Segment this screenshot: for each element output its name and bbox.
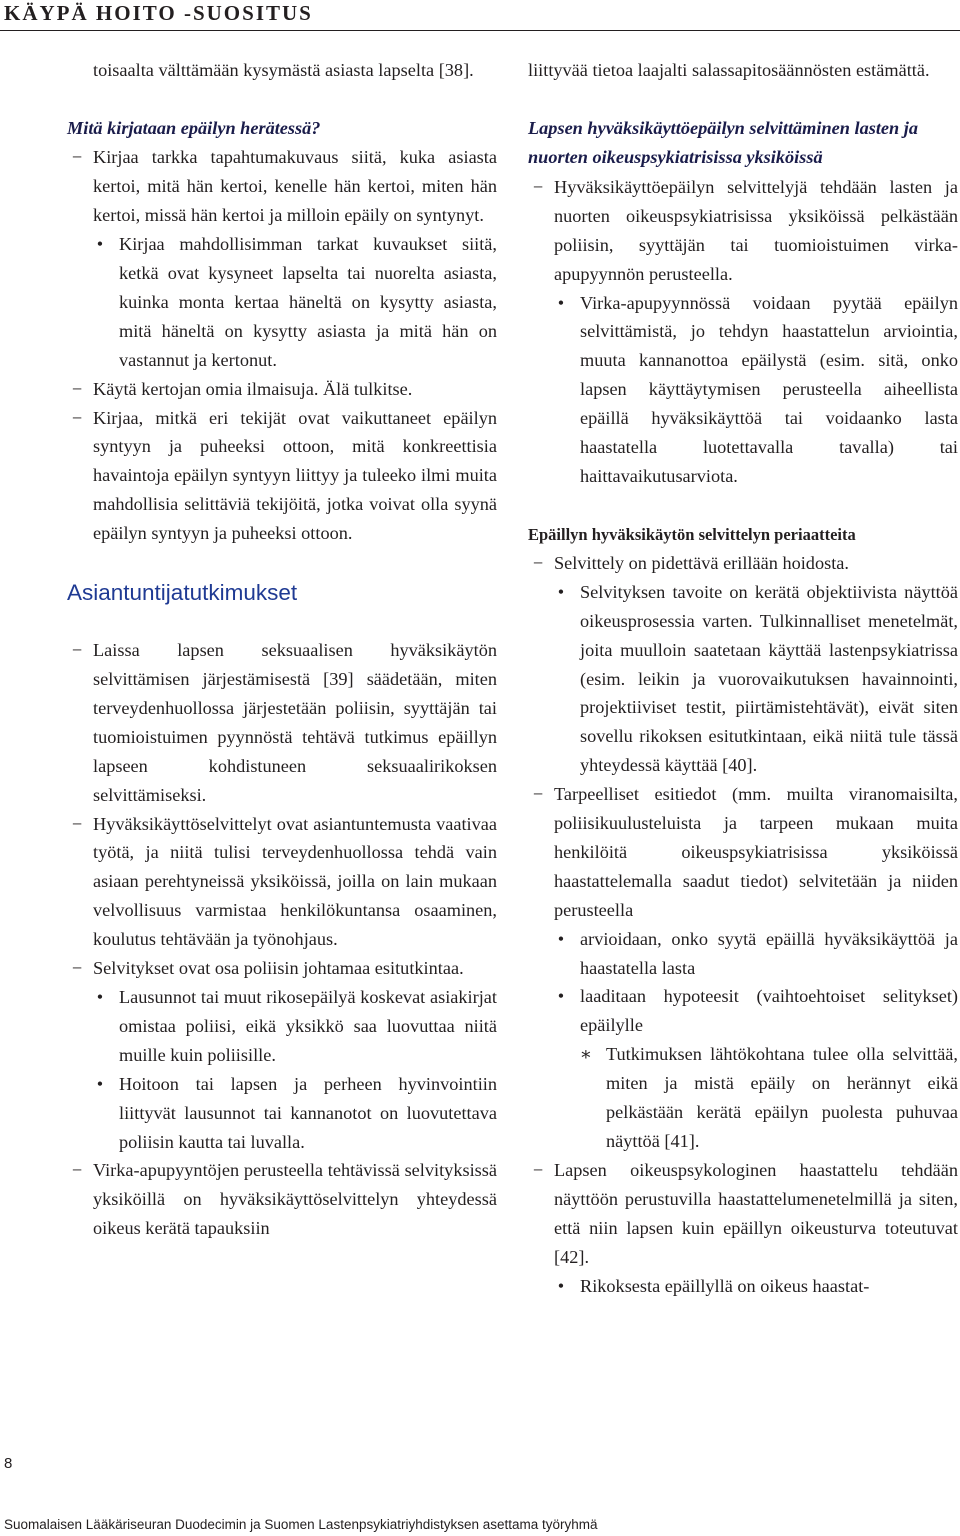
list-item: [67, 1070, 497, 1157]
left-intro-paragraph: toisaalta välttämään kysymästä asiasta lapselta [38].: [93, 60, 474, 80]
list-item-text: Hyväksikäyttöselvittelyt ovat asiantuntemusta vaativaa työtä, ja niitä tulisi terveydenhuollossa tehdä vain asiaan perehtyneissä yksiköissä, joilla on lain mukaan velvollisuus varmistaa henkilökuntansa osaaminen, koulutus tehtävään ja työnohjaus.: [93, 813, 497, 950]
dash-marker: −: [71, 407, 83, 428]
list-item: [67, 954, 497, 983]
subhead-documentation: Mitä kirjataan epäilyn herätessä?: [67, 117, 321, 138]
list-item-text: Virka-apupyyntöjen perusteella tehtävissä selvityksissä yksiköillä on hyväksikäyttöselvittelyn yhteydessä oikeus kerätä tapauksiin: [93, 1160, 497, 1239]
dash-marker: −: [71, 147, 83, 168]
list-item: [528, 780, 958, 925]
bullet-marker: •: [557, 986, 565, 1007]
dash-marker: −: [71, 958, 83, 979]
list-item-text: Kirjaa tarkka tapahtumakuvaus siitä, kuka asiasta kertoi, mitä hän kertoi, kenelle hän kertoi, miten hän kertoi, missä hän kertoi ja milloin epäily on syntynyt.: [93, 147, 497, 226]
list-item: [67, 375, 497, 404]
bullet-marker: •: [96, 1073, 104, 1094]
bullet-marker: •: [557, 581, 565, 602]
dash-marker: −: [532, 784, 544, 805]
list-item: [528, 173, 958, 289]
dash-marker: −: [71, 640, 83, 661]
list-item-text: Selvittely on pidettävä erillään hoidosta.: [554, 552, 849, 573]
list-item: [67, 404, 497, 549]
list-item: [67, 810, 497, 955]
list-item: [528, 925, 958, 983]
list-item-text: Hyväksikäyttöepäilyn selvittelyjä tehdään lasten ja nuorten oikeuspsykiatrisissa yksiköissä pelkästään poliisin, syyttäjän tai tuomioistuimen virka-apupyynnön perusteella.: [554, 176, 958, 284]
list-item: [528, 1040, 958, 1156]
dash-marker: −: [532, 176, 544, 197]
right-column: [528, 56, 958, 1300]
list-item-text: Kirjaa mahdollisimman tarkat kuvaukset siitä, ketkä ovat kysyneet lapselta tai nuorelta asiasta, kuinka monta kertaa häneltä on kysytty asiasta, mitä häneltä on kysytty asiasta ja mitä hän on vastannut ja kertonut.: [119, 234, 497, 370]
list-item-text: laaditaan hypoteesit (vaihtoehtoiset selitykset) epäilylle: [580, 986, 958, 1036]
list-item-text: Hoitoon tai lapsen ja perheen hyvinvointiin liittyvät lausunnot tai kannanotot on luovutettava poliisin kautta tai luvalla.: [119, 1073, 497, 1152]
footer-credit: Suomalaisen Lääkäriseuran Duodecimin ja Suomen Lastenpsykiatriyhdistyksen asettama työryhmä: [4, 1517, 598, 1532]
header-divider: [0, 30, 960, 31]
list-item: [67, 143, 497, 230]
list-item: [528, 982, 958, 1040]
list-item: [528, 1272, 958, 1301]
list-item: [67, 230, 497, 375]
list-item-text: Lausunnot tai muut rikosepäilyä koskevat asiakirjat omistaa poliisi, eikä yksikkö saa luovuttaa niitä muille kuin poliisille.: [119, 986, 497, 1065]
dash-marker: −: [532, 552, 544, 573]
expert-examinations-list: [67, 636, 497, 1243]
left-column: [67, 56, 497, 1243]
right-continuation-paragraph: liittyvää tietoa laajalti salassapitosäännösten estämättä.: [528, 60, 930, 80]
list-item-text: Kirjaa, mitkä eri tekijät ovat vaikuttaneet epäilyn syntyyn ja puheeksi ottoon, mitä konkreettisia havaintoja epäilyn syntyyn liittyy ja tuleeko ilmi muita mahdollisia selittäviä tekijöitä, jotka voivat olla syynä epäilyn syntyyn ja puheeksi ottoon.: [93, 407, 497, 544]
running-head: KÄYPÄ HOITO -SUOSITUS: [4, 1, 313, 25]
list-item-text: arvioidaan, onko syytä epäillä hyväksikäyttöä ja haastatella lasta: [580, 928, 958, 978]
principles-list: [528, 549, 958, 1301]
list-item-text: Laissa lapsen seksuaalisen hyväksikäytön selvittämisen järjestämisestä [39] säädetään, miten terveydenhuollossa järjestetään poliisin, syyttäjän tai tuomioistuimen pyynnöstä tehtävä tutkimus epäillyn lapseen kohdistuneen seksuaalirikoksen selvittämiseksi.: [93, 640, 497, 805]
asterisk-marker: ∗: [579, 1044, 593, 1065]
bullet-marker: •: [96, 234, 104, 255]
section-title-expert-examinations: Asiantuntijatutkimukset: [67, 580, 298, 606]
page-number: 8: [4, 1455, 13, 1472]
list-item: [67, 983, 497, 1070]
list-item-text: Tarpeelliset esitiedot (mm. muilta viranomaisilta, poliisikuulusteluista ja tarpeen mukaan muita henkilöitä oikeuspsykiatrisissa yksiköissä haastattelemalla saadut tiedot) selvitetään ja niiden perusteella: [554, 784, 958, 920]
minor-heading-principles: Epäillyn hyväksikäytön selvittelyn periaatteita: [528, 524, 856, 544]
list-item-text: Käytä kertojan omia ilmaisuja. Älä tulkitse.: [93, 378, 413, 399]
dash-marker: −: [532, 1159, 544, 1180]
bullet-marker: •: [557, 292, 565, 313]
list-item-text: Tutkimuksen lähtökohtana tulee olla selvittää, miten ja mistä epäily on herännyt eikä pelkästään kerätä epäilyn puolesta puhuvaa näyttöä [41].: [606, 1044, 958, 1151]
dash-marker: −: [71, 813, 83, 834]
dash-marker: −: [71, 378, 83, 399]
list-item: [528, 578, 958, 780]
forensic-units-list: [528, 173, 958, 491]
list-item-text: Selvitykset ovat osa poliisin johtamaa esitutkintaa.: [93, 958, 464, 979]
dash-marker: −: [71, 1160, 83, 1181]
subhead-forensic-units: Lapsen hyväksikäyttöepäilyn selvittäminen lasten ja nuorten oikeuspsykiatrisissa yksiköissä: [528, 117, 918, 168]
list-item-text: Virka-apupyynnössä voidaan pyytää epäilyn selvittämistä, jo tehdyn haastattelun arviointia, muuta kannanottoa epäilystä (esim. sitä, onko lapsen käyttäytymisen perusteella aiheellista epäillä hyväksikäyttöä tai voidaanko lasta haastatella luotettavalla tavalla) tai haittavaikutusarviota.: [580, 292, 958, 486]
bullet-marker: •: [557, 928, 565, 949]
documentation-list: [67, 143, 497, 548]
list-item-text: Rikoksesta epäillyllä on oikeus haastat-: [580, 1275, 870, 1296]
list-item: [67, 1156, 497, 1243]
list-item: [528, 1156, 958, 1272]
bullet-marker: •: [557, 1275, 565, 1296]
list-item: [67, 636, 497, 809]
list-item-text: Selvityksen tavoite on kerätä objektiivista näyttöä oikeusprosessia varten. Tulkinnalliset menetelmät, joita muulloin saatetaan käyttää lastenpsykiatrissa (esim. leikin ja vuorovaikutuksen havainnointi, projektiiviset testit, piirtämistehtävät), eivät siten sovellu rikoksen esitutkintaan, eikä niitä tule tässä yhteydessä käyttää [40].: [580, 581, 958, 776]
list-item: [528, 289, 958, 491]
list-item-text: Lapsen oikeuspsykologinen haastattelu tehdään näyttöön perustuvilla haastattelumenetelmillä ja siten, että niin lapsen kuin epäillyn oikeusturva toteutuvat [42].: [554, 1159, 958, 1267]
bullet-marker: •: [96, 986, 104, 1007]
list-item: [528, 549, 958, 578]
